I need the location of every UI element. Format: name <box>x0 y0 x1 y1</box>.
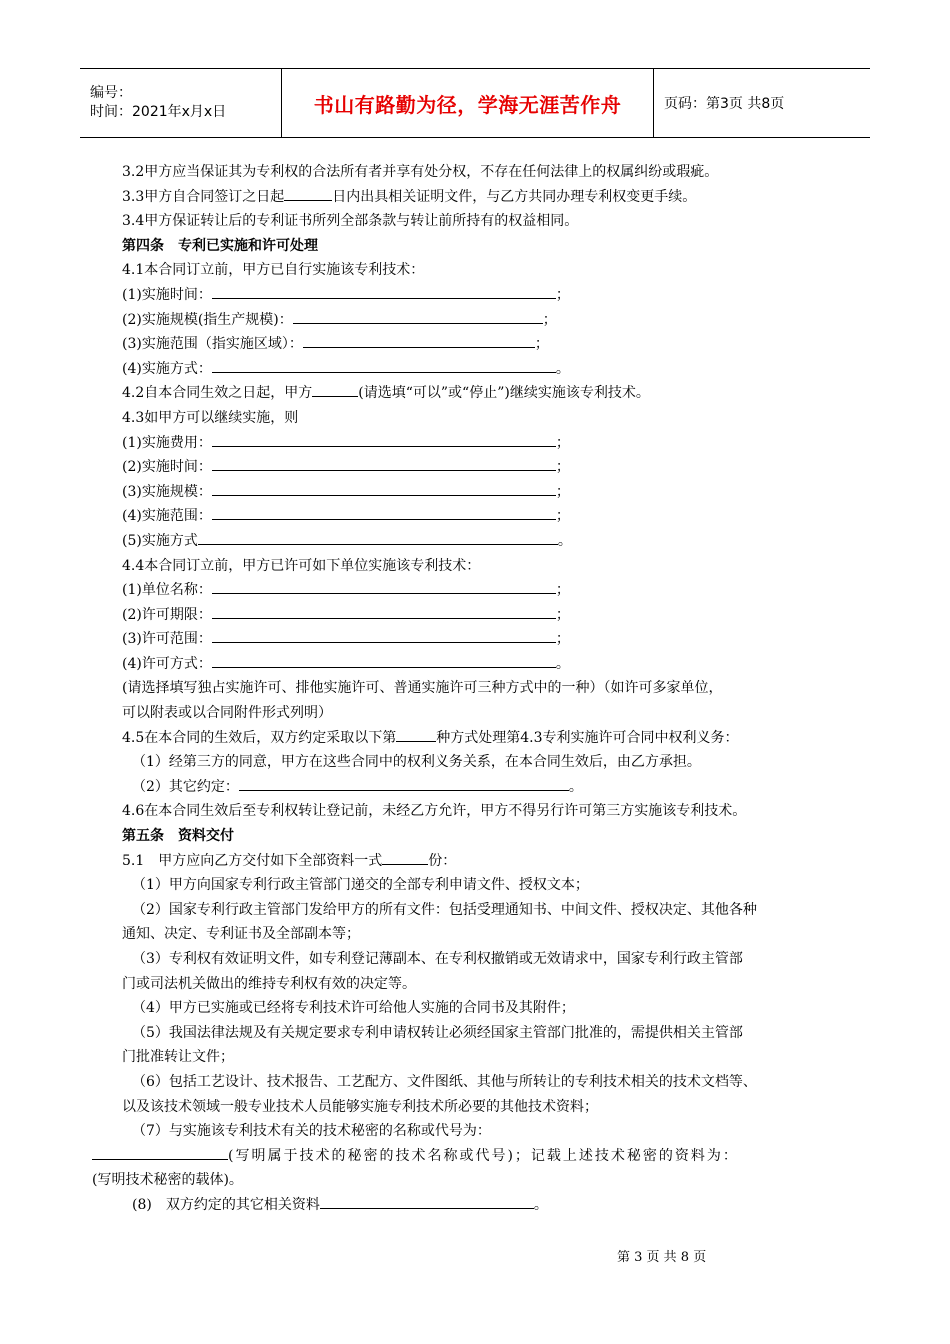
blank-field[interactable] <box>212 627 556 643</box>
form-line: （2）其它约定： 。 <box>92 775 872 800</box>
blank-field[interactable] <box>239 775 569 791</box>
item-5-1-4: （4）甲方已实施或已经将专利技术许可给他人实施的合同书及其附件； <box>132 1000 575 1017</box>
item-5-1-7-field: (写明属于技术的秘密的技术名称或代号)；记载上述技术秘密的资料为： <box>92 1144 872 1169</box>
form-line: (4)许可方式： 。 <box>92 652 872 677</box>
blank-field[interactable] <box>396 726 436 742</box>
clause-3-2: 3.2甲方应当保证其为专利权的合法所有者并享有处分权，不存在任何法律上的权属纠纷或瑕疵。 <box>122 164 719 180</box>
item-5-1-7: （7）与实施该专利技术有关的技术秘密的名称或代号为： <box>132 1123 491 1140</box>
blank-field[interactable] <box>320 1193 534 1209</box>
form-line: (4)实施范围： ； <box>92 504 872 529</box>
blank-field[interactable] <box>212 480 556 496</box>
form-line: (3)实施规模： ； <box>92 480 872 505</box>
clause-3-3: 3.3甲方自合同签订之日起 日内出具相关证明文件，与乙方共同办理专利权变更手续。 <box>92 185 872 210</box>
clause-4-5: 4.5在本合同的生效后，双方约定采取以下第 种方式处理第4.3专利实施许可合同中权利义务： <box>92 726 872 751</box>
form-line: (2)实施规模(指生产规模)： ； <box>92 308 872 333</box>
blank-field[interactable] <box>212 603 556 619</box>
blank-field[interactable] <box>212 357 556 373</box>
blank-field[interactable] <box>212 431 556 447</box>
license-note: (请选择填写独占实施许可、排他实施许可、普通实施许可三种方式中的一种）（如许可多家单位， <box>122 680 723 697</box>
header-motto-cell <box>282 69 654 137</box>
blank-field[interactable] <box>382 849 428 865</box>
clause-4-2: 4.2自本合同生效之日起，甲方 (请选填“可以”或“停止”)继续实施该专利技术。 <box>92 381 872 406</box>
item-5-1-3: （3）专利权有效证明文件，如专利登记薄副本、在专利权撤销或无效请求中，国家专利行政主管部 <box>132 951 743 967</box>
clause-4-3: 4.3如甲方可以继续实施，则 <box>122 409 299 426</box>
clause-4-5-1: （1）经第三方的同意，甲方在这些合同中的权利义务关系，在本合同生效后，由乙方承担。 <box>132 754 701 771</box>
item-5-1-2: （2）国家专利行政主管部门发给甲方的所有文件：包括受理通知书、中间文件、授权决定、其他各种 <box>132 901 757 918</box>
form-line: (1)实施费用： ； <box>92 431 872 456</box>
item-5-1-1: （1）甲方向国家专利行政主管部门递交的全部专利申请文件、授权文本； <box>132 877 589 894</box>
header-page-label: 页码：第3页 共8页 <box>664 96 785 112</box>
header-motto: 书山有路勤为径，学海无涯苦作舟 <box>313 92 622 117</box>
blank-field[interactable] <box>212 283 556 299</box>
header-time: 时间：2021年x月x日 <box>90 104 227 120</box>
page-footer: 第 3 页 共 8 页 <box>617 1250 707 1265</box>
form-line: (2)实施时间： ； <box>92 455 872 480</box>
header-meta <box>80 69 282 137</box>
item-5-1-7-carrier: (写明技术秘密的载体)。 <box>92 1172 243 1189</box>
blank-field[interactable] <box>212 578 556 594</box>
clause-4-1: 4.1本合同订立前，甲方已自行实施该专利技术： <box>122 262 425 279</box>
clause-4-6: 4.6在本合同生效后至专利权转让登记前，未经乙方允许，甲方不得另行许可第三方实施该专利技术。 <box>122 803 747 820</box>
article-5-heading: 第五条 资料交付 <box>122 828 234 845</box>
article-4-heading: 第四条 专利已实施和许可处理 <box>122 237 318 254</box>
blank-field[interactable] <box>198 529 558 545</box>
form-line: (5)实施方式 。 <box>92 529 872 554</box>
item-5-1-3-cont: 门或司法机关做出的维持专利权有效的决定等。 <box>122 975 416 992</box>
blank-field[interactable] <box>284 185 332 201</box>
document-body <box>92 160 872 1218</box>
clause-4-4: 4.4本合同订立前，甲方已许可如下单位实施该专利技术： <box>122 557 481 574</box>
form-line: (3)实施范围（指实施区域）： ； <box>92 332 872 357</box>
blank-field[interactable] <box>92 1144 228 1160</box>
blank-field[interactable] <box>212 455 556 471</box>
blank-field[interactable] <box>303 332 535 348</box>
form-line: (3)许可范围： ； <box>92 627 872 652</box>
item-5-1-6-cont: 以及该技术领域一般专业技术人员能够实施专利技术所必要的其他技术资料； <box>122 1098 598 1115</box>
header-page <box>654 69 870 137</box>
item-5-1-2-cont: 通知、决定、专利证书及全部副本等； <box>122 926 360 943</box>
blank-field[interactable] <box>293 308 543 324</box>
item-5-1-5-cont: 门批准转让文件； <box>122 1049 234 1066</box>
blank-field[interactable] <box>212 652 556 668</box>
item-5-1-5: （5）我国法律法规及有关规定要求专利申请权转让必须经国家主管部门批准的，需提供相关主管部 <box>132 1024 743 1041</box>
page-header <box>80 68 870 138</box>
form-line: (1)实施时间： ； <box>92 283 872 308</box>
blank-field[interactable] <box>212 504 556 520</box>
form-line: (4)实施方式： 。 <box>92 357 872 382</box>
blank-field[interactable] <box>312 381 358 397</box>
item-5-1-8: (8) 双方约定的其它相关资料 。 <box>92 1193 872 1218</box>
license-note-cont: 可以附表或以合同附件形式列明） <box>122 705 332 722</box>
clause-3-4: 3.4甲方保证转让后的专利证书所列全部条款与转让前所持有的权益相同。 <box>122 213 579 230</box>
form-line: (2)许可期限： ； <box>92 603 872 628</box>
header-number: 编号： <box>90 85 132 101</box>
item-5-1-6: （6）包括工艺设计、技术报告、工艺配方、文件图纸、其他与所转让的专利技术相关的技术文档等、 <box>132 1073 757 1090</box>
form-line: (1)单位名称： ； <box>92 578 872 603</box>
clause-5-1: 5.1 甲方应向乙方交付如下全部资料一式 份： <box>92 849 872 874</box>
